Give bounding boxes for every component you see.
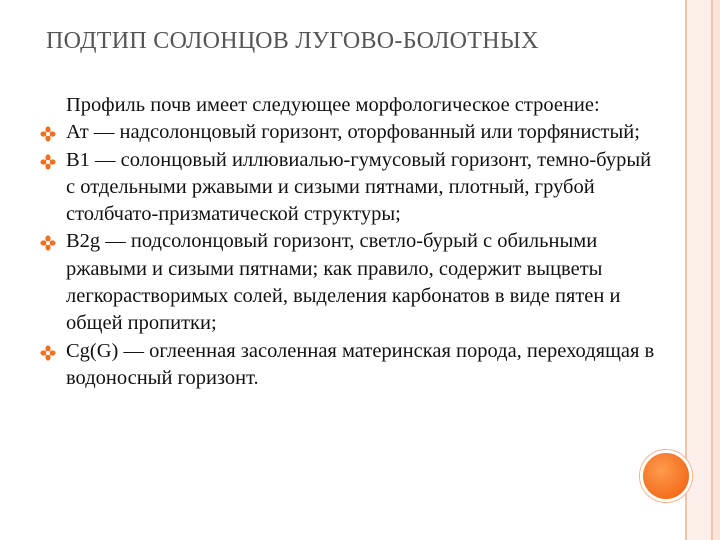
slide-title: ПОДТИП СОЛОНЦОВ ЛУГОВО-БОЛОТНЫХ [46,28,539,54]
slide-body [40,92,660,392]
flower-bullet-icon [40,338,66,365]
list-item [40,338,660,393]
list-item [40,147,660,229]
list-item-text: B1 — солонцовый иллювиалью-гумусовый горизонт, темно-бурый с отдельными ржавыми и сизыми пятнами, плотный, грубой столбчато-призматической структуры; [66,148,652,226]
right-border-band [687,0,711,540]
list-item [40,119,660,146]
flower-bullet-icon [40,228,66,255]
flower-bullet-icon [40,119,66,146]
intro-text: Профиль почв имеет следующее морфологическое строение: [66,94,600,116]
intro-paragraph [40,92,660,119]
orange-circle-icon [640,450,692,502]
list-item-text: B2g — подсолонцовый горизонт, светло-бурый с обильными ржавыми и сизыми пятнами; как правило, содержит выцветы легкорастворимых солей, выделения карбонатов в виде пятен и общей пропитки; [66,230,621,335]
right-border-edge [713,0,720,540]
list-item-text: Cg(G) — оглеенная засоленная материнская порода, переходящая в водоносный горизонт. [66,339,655,389]
list-item-text: Ат — надсолонцовый горизонт, оторфованный или торфянистый; [66,121,640,144]
list-item [40,228,660,337]
flower-bullet-icon [40,147,66,174]
